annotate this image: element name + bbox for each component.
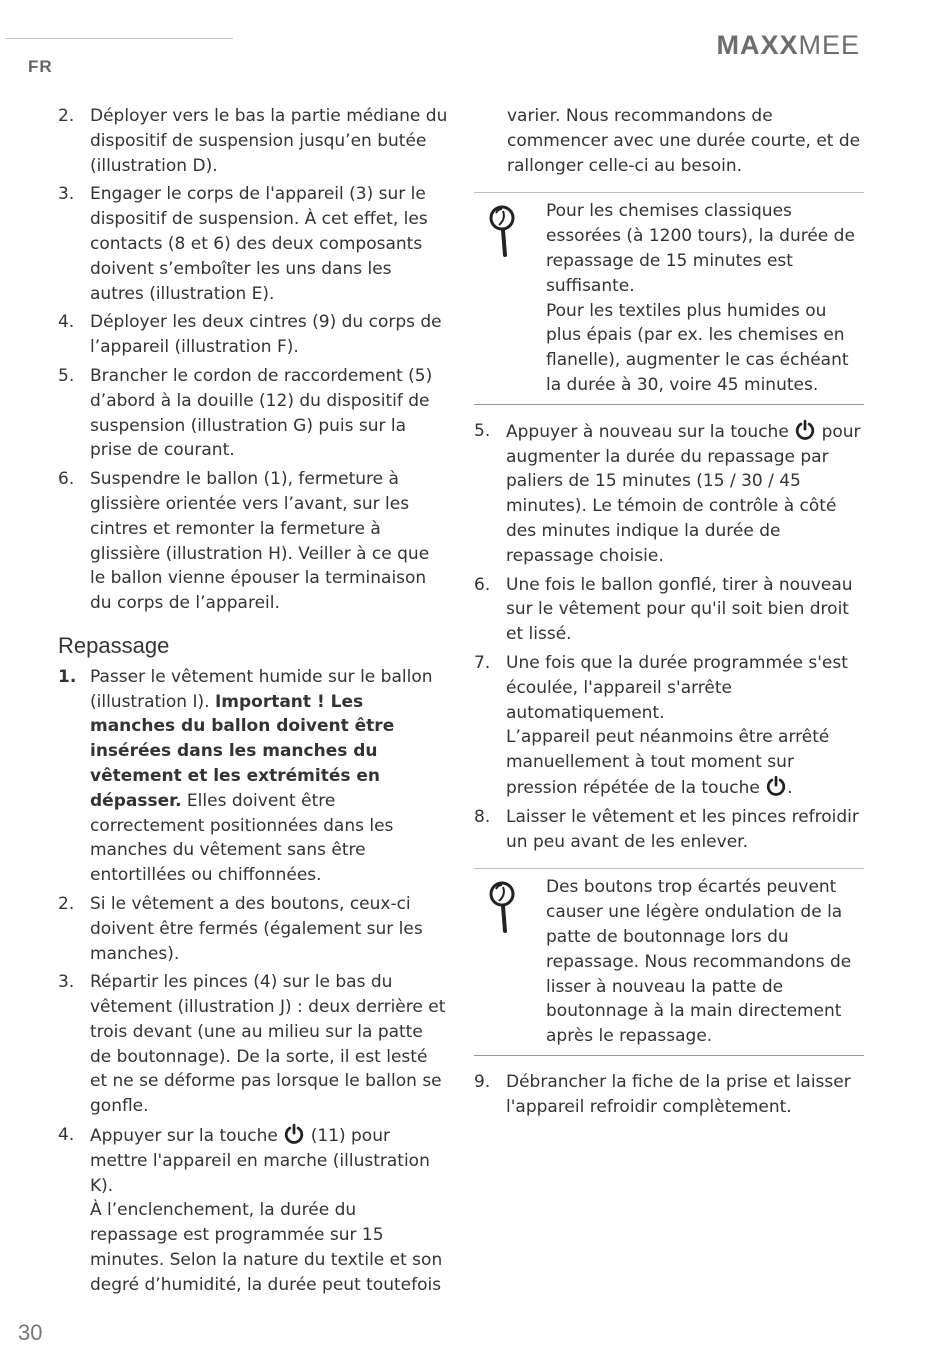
language-code: FR [28, 57, 53, 76]
logo-bold-part: MAXX [716, 30, 799, 60]
item-paragraph: À l’enclenchement, la durée du repassage est programmée sur 15 minutes. Selon la nature du textile et son degré d’humidité, la durée peut toutefois [90, 1200, 443, 1295]
item-text: Suspendre le ballon (1), fermeture à glissière orientée vers l’avant, sur les cintres et remonter la fermeture à glissière (illustration H). Veiller à ce que le ballon vienne épouser la terminaison du corps de l’appareil. [90, 469, 430, 614]
list-item [58, 467, 448, 616]
list-item [474, 419, 864, 569]
item-text [506, 651, 864, 801]
item-text: Engager le corps de l'appareil (3) sur le dispositif de suspension. À cet effet, les contacts (8 et 6) des deux composants doivent s’emboîter les uns dans les autres (illustration E). [90, 184, 428, 304]
item-text: Laisser le vêtement et les pinces refroidir un peu avant de les enlever. [506, 806, 859, 852]
item-text: Une fois le ballon gonflé, tirer à nouveau sur le vêtement pour qu'il soit bien droit et lissé. [506, 574, 853, 645]
item-text-part: Elles doivent être correctement positionnées dans les manches du vêtement sans être entortillées ou chiffonnées. [90, 790, 394, 886]
item-text-part: L’appareil peut néanmoins être arrêté manuellement à tout moment sur pression répétée de la touche [506, 727, 830, 798]
tip-paragraph: Pour les chemises classiques essorées (à 1200 tours), la durée de repassage de 15 minutes est suffisante. [546, 201, 855, 296]
item-number: 8. [474, 806, 491, 827]
item-paragraph [506, 725, 864, 800]
item-number: 5. [58, 365, 75, 386]
tip-text [546, 875, 864, 1049]
item-number: 6. [474, 574, 491, 595]
tip-paragraph: Des boutons trop écartés peuvent causer une légère ondulation de la patte de boutonnage lors du repassage. Nous recommandons de lisser à nouveau la patte de boutonnage à la main directement après le repassage. [546, 877, 852, 1047]
item-number: 3. [58, 972, 75, 993]
list-item [58, 182, 448, 306]
item-text: Brancher le cordon de raccordement (5) d’abord à la douille (12) du dispositif de suspension (illustration G) puis sur la prise de courant. [90, 365, 433, 461]
item-number: 6. [58, 469, 75, 490]
item-text-part: pour augmenter la durée du repassage par paliers de 15 minutes (15 / 30 / 45 minutes). Le témoin de contrôle à côté des minutes indique la durée de repassage choisie. [506, 421, 861, 566]
item-number: 2. [58, 893, 75, 914]
left-column [58, 104, 448, 1302]
item-number: 3. [58, 184, 75, 205]
list-item [474, 805, 864, 855]
item-text-part: Passer le vêtement humide sur le ballon (illustration I). [90, 666, 433, 712]
brand-logo [716, 30, 860, 61]
item-number: 4. [58, 1125, 75, 1146]
tip-note [474, 192, 864, 404]
power-icon [765, 775, 787, 797]
list-item [58, 104, 448, 178]
item-text-part: (11) pour mettre l'appareil en marche (illustration K). [90, 1126, 430, 1196]
list-item [58, 970, 448, 1119]
list-item [58, 310, 448, 360]
item-number: 1. [58, 666, 77, 687]
tip-note [474, 868, 864, 1056]
list-item [58, 665, 448, 888]
item-text [90, 665, 448, 888]
continued-text: varier. Nous recommandons de commencer avec une durée courte, et de rallonger celle-ci au besoin. [507, 106, 861, 176]
item-number: 5. [474, 420, 491, 441]
tip-paragraph: Pour les textiles plus humides ou plus épais (par ex. les chemises en flanelle), augmenter le cas échéant la durée à 30, voire 45 minutes. [546, 300, 849, 395]
item-number: 4. [58, 312, 75, 333]
power-icon [794, 419, 816, 441]
right-column [474, 104, 864, 1123]
page-number: 30 [18, 1320, 43, 1345]
list-item [474, 1070, 864, 1120]
list-item [474, 573, 864, 647]
item-text [90, 1123, 448, 1298]
item-number: 7. [474, 652, 491, 673]
item-text-part: . [787, 777, 793, 798]
item-text-part: Appuyer à nouveau sur la touche [506, 421, 795, 442]
list-item [58, 364, 448, 463]
magnifier-icon [474, 875, 546, 1049]
item-paragraph: Une fois que la durée programmée s'est écoulée, l'appareil s'arrête automatiquement. [506, 652, 848, 723]
item-text-part: Appuyer sur la touche [90, 1126, 284, 1147]
item-text: Si le vêtement a des boutons, ceux-ci doivent être fermés (également sur les manches). [90, 893, 423, 964]
item-text: Répartir les pinces (4) sur le bas du vêtement (illustration J) : deux derrière et trois devant (une au milieu sur la patte de boutonnage). De la sorte, il est lesté et ne se déforme pas lorsque le ballon se gonfle. [90, 972, 446, 1117]
item-text: Débrancher la fiche de la prise et laisser l'appareil refroidir complètement. [506, 1071, 851, 1117]
section-heading: Repassage [58, 632, 170, 658]
item-text: Déployer les deux cintres (9) du corps de l’appareil (illustration F). [90, 312, 442, 358]
list-item [58, 1123, 448, 1298]
header-rule [5, 38, 233, 39]
tip-text [546, 199, 864, 397]
logo-light-part: MEE [798, 30, 860, 60]
important-warning: Important ! Les manches du ballon doivent être insérées dans les manches du vêtement et les extrémités en dépasser. [90, 691, 395, 811]
item-number: 9. [474, 1071, 491, 1092]
magnifier-icon [474, 199, 546, 397]
item-number: 2. [58, 106, 75, 126]
list-item [58, 892, 448, 966]
item-text: Déployer vers le bas la partie médiane du dispositif de suspension jusqu’en butée (illustration D). [90, 106, 448, 176]
power-icon [283, 1123, 305, 1145]
list-item [474, 651, 864, 801]
item-text [506, 419, 864, 569]
